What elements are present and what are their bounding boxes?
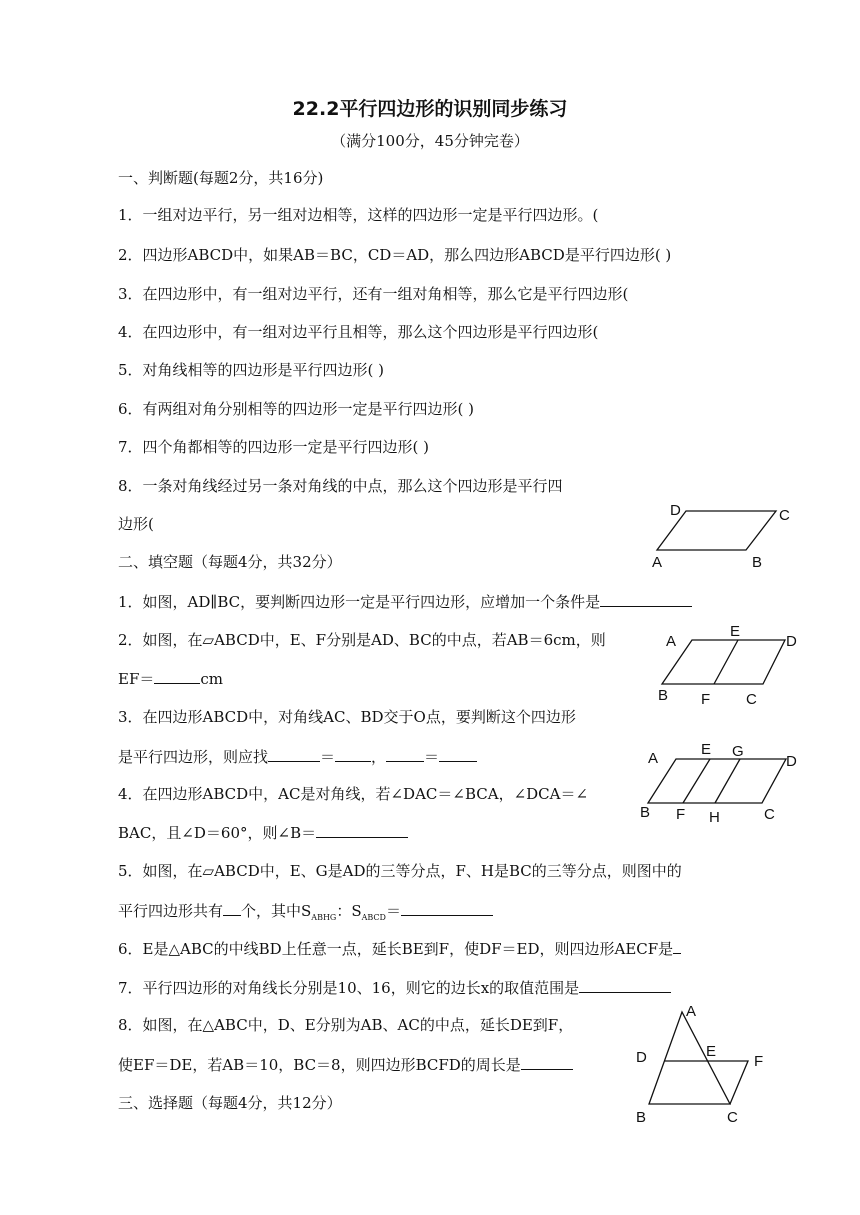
point-label-e: E — [701, 741, 712, 758]
vertex-label-b: B — [658, 687, 669, 704]
vertex-label-c: C — [779, 507, 790, 524]
vertex-label-b: B — [636, 1109, 647, 1126]
figure-parallelogram-ef — [650, 616, 820, 716]
fill-item-4: 4．在四边形ABCD中，AC是对角线，若∠DAC＝∠BCA，∠DCA＝∠ — [118, 785, 589, 803]
fill-item-5-cont: 平行四边形共有 个，其中$S_{ABHG}$：$S_{ABCD}=$ — [118, 900, 493, 928]
answer-blank[interactable] — [401, 900, 493, 916]
segment-ef — [714, 640, 738, 684]
point-label-g: G — [732, 743, 744, 760]
answer-blank[interactable] — [600, 591, 692, 607]
fill-item-8: 8．如图，在△ABC中，D、E分别为AB、AC的中点，延长DE到F， — [118, 1016, 574, 1034]
answer-blank[interactable] — [268, 746, 320, 762]
judge-item-8: 8．一条对角线经过另一条对角线的中点，那么这个四边形是平行四 — [118, 477, 563, 495]
judge-item-2: 2．四边形ABCD中，如果AB＝BC，CD＝AD，那么四边形ABCD是平行四边形( ) — [118, 246, 672, 264]
answer-blank[interactable] — [223, 900, 241, 916]
answer-blank[interactable] — [335, 746, 371, 762]
judge-item-6: 6．有两组对角分别相等的四边形一定是平行四边形( ) — [118, 400, 475, 418]
parallelogram-shape — [648, 759, 786, 803]
section2-heading: 二、填空题（每题4分，共32分） — [118, 553, 342, 571]
page-title: 22.2平行四边形的识别同步练习 — [292, 98, 568, 120]
judge-item-4: 4．在四边形中，有一组对边平行且相等，那么这个四边形是平行四边形( — [118, 323, 599, 341]
point-label-e: E — [730, 623, 741, 640]
judge-item-1: 1．一组对边平行，另一组对边相等，这样的四边形一定是平行四边形。( — [118, 206, 599, 224]
figure-parallelogram-trisection — [636, 735, 816, 835]
answer-blank[interactable] — [521, 1054, 573, 1070]
fill-item-4-cont: BAC，且∠D＝60°，则∠B＝ — [118, 822, 408, 843]
point-label-f: F — [754, 1053, 764, 1070]
page-subtitle: （满分100分，45分钟完卷） — [331, 132, 529, 150]
point-label-e: E — [706, 1043, 717, 1060]
fill-item-7: 7．平行四边形的对角线长分别是10、16，则它的边长x的取值范围是 — [118, 977, 671, 998]
point-label-f: F — [676, 806, 686, 823]
vertex-label-b: B — [752, 554, 763, 571]
figure-parallelogram-abcd — [640, 495, 810, 575]
fill-item-3: 3．在四边形ABCD中，对角线AC、BD交于O点，要判断这个四边形 — [118, 708, 576, 726]
vertex-label-b: B — [640, 804, 651, 821]
fill-item-8-cont: 使EF＝DE，若AB＝10，BC＝8，则四边形BCFD的周长是 — [118, 1054, 573, 1075]
vertex-label-a: A — [648, 750, 659, 767]
triangle-abc — [649, 1012, 730, 1104]
vertex-label-c: C — [764, 806, 775, 823]
section1-heading: 一、判断题(每题2分，共16分) — [118, 169, 324, 187]
fill-item-3-cont: 是平行四边形，则应找 ＝ ， ＝ — [118, 746, 477, 767]
vertex-label-d: D — [670, 502, 681, 519]
vertex-label-a: A — [666, 633, 677, 650]
fill-item-2: 2．如图，在▱ABCD中，E、F分别是AD、BC的中点，若AB＝6cm，则 — [118, 631, 606, 649]
answer-blank[interactable] — [439, 746, 477, 762]
vertex-label-d: D — [786, 753, 797, 770]
answer-blank[interactable] — [316, 822, 408, 838]
point-label-f: F — [701, 691, 711, 708]
judge-item-3: 3．在四边形中，有一组对边平行，还有一组对角相等，那么它是平行四边形( — [118, 285, 629, 303]
fill-item-1: 1．如图，AD∥BC，要判断四边形一定是平行四边形，应增加一个条件是 — [118, 591, 692, 612]
answer-blank[interactable] — [673, 938, 681, 954]
judge-item-5: 5．对角线相等的四边形是平行四边形( ) — [118, 361, 385, 379]
parallelogram-shape — [662, 640, 785, 684]
judge-item-7: 7．四个角都相等的四边形一定是平行四边形( ) — [118, 438, 430, 456]
vertex-label-a: A — [652, 554, 663, 571]
segment-df-cf — [665, 1061, 748, 1104]
fill-item-5: 5．如图，在▱ABCD中，E、G是AD的三等分点，F、H是BC的三等分点，则图中的 — [118, 862, 682, 880]
answer-blank[interactable] — [579, 977, 671, 993]
fill-item-6: 6．E是△ABC的中线BD上任意一点，延长BE到F，使DF＝ED，则四边形AECF是 — [118, 938, 681, 959]
vertex-label-a: A — [686, 1003, 697, 1020]
point-label-d: D — [636, 1049, 647, 1066]
segment-gh — [715, 759, 740, 803]
figure-triangle-abc — [630, 1002, 780, 1137]
answer-blank[interactable] — [154, 668, 200, 684]
fill-item-2-cont: EF＝ cm — [118, 670, 223, 688]
segment-ef — [683, 759, 710, 803]
judge-item-8-cont: 边形( — [118, 515, 154, 533]
vertex-label-c: C — [746, 691, 757, 708]
vertex-label-d: D — [786, 633, 797, 650]
point-label-h: H — [709, 809, 720, 826]
vertex-label-c: C — [727, 1109, 738, 1126]
section3-heading: 三、选择题（每题4分，共12分） — [118, 1094, 342, 1112]
answer-blank[interactable] — [386, 746, 424, 762]
